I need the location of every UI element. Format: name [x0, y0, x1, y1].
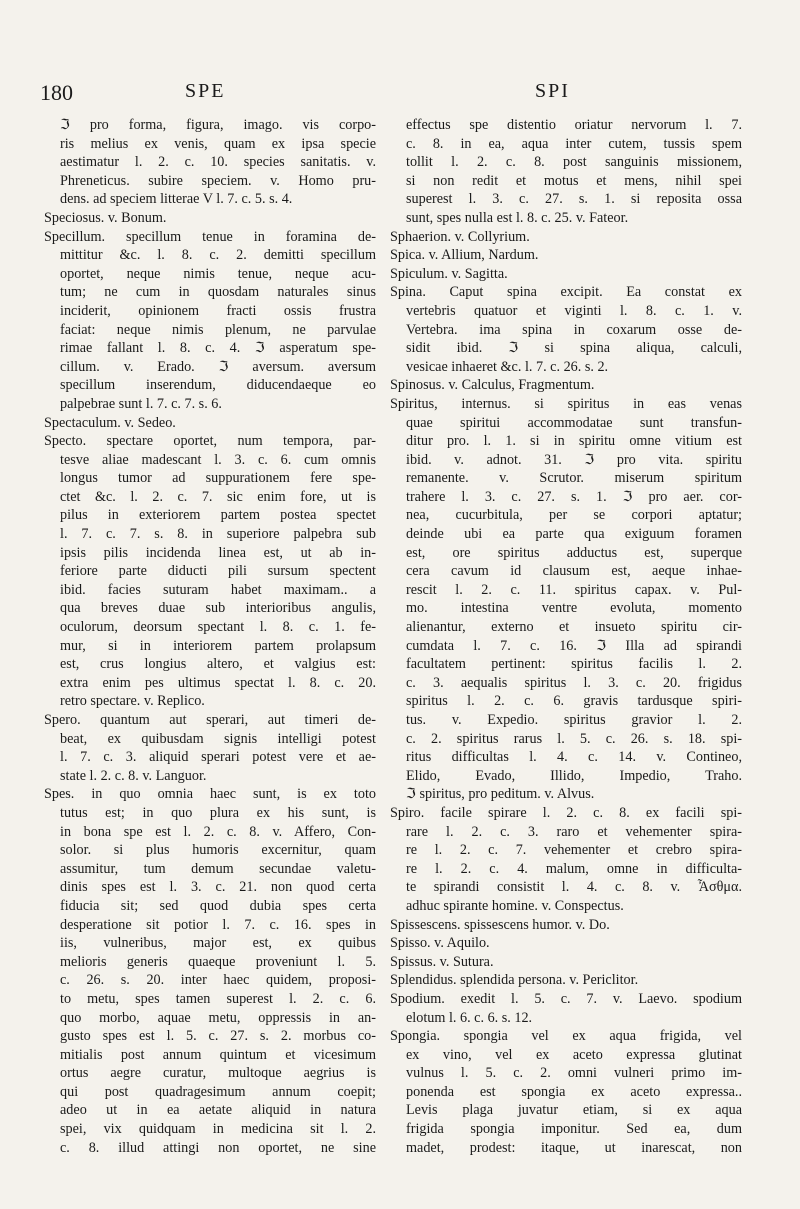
- text-line: desperatione sit potior l. 7. c. 16. spes in: [60, 916, 376, 933]
- running-head-left: SPE: [185, 80, 226, 102]
- text-line: Spero. quantum aut sperari, aut timeri de-: [44, 712, 376, 728]
- text-line: frigida spongia imponitur. Sed ea, dum: [406, 1121, 742, 1138]
- text-line: vesicae inhaeret &c. l. 7. c. 26. s. 2.: [406, 358, 609, 375]
- text-line: retro spectare. v. Replico.: [60, 693, 205, 710]
- text-line: l. 7. c. 7. s. 8. in superiore palpebra sub: [60, 526, 376, 543]
- text-line: faciat: neque nimis plenum, ne parvulae: [60, 321, 376, 338]
- text-line: tollit l. 2. c. 8. post sanguinis missionem,: [406, 154, 742, 171]
- text-line: fiducia sit; sed quod dubia spes certa: [60, 897, 376, 914]
- text-line: madet, prodest: itaque, ut inarescat, non: [406, 1139, 742, 1156]
- text-line: c. 3. aequalis spiritus l. 3. c. 20. frigidus: [406, 674, 742, 691]
- text-line: oculorum, deorsum spectant l. 8. c. 1. fe-: [60, 619, 376, 636]
- text-line: quae spiritui accommodatae sunt transfun-: [406, 414, 742, 431]
- text-line: ipsis pilis incidenda linea est, ut ab in-: [60, 544, 376, 561]
- text-line: ℑ pro forma, figura, imago. vis corpo-: [60, 117, 376, 133]
- text-line: rescit l. 2. c. 11. spiritus capax. v. Pul-: [406, 581, 742, 598]
- text-line: c. 26. s. 20. inter haec quidem, proposi-: [60, 972, 376, 989]
- text-line: ortus aegre curatur, multoque aegrius is: [60, 1065, 376, 1082]
- text-line: gusto spes est l. 5. c. 27. s. 2. morbus co-: [60, 1028, 376, 1045]
- text-line: Spiritus, internus. si spiritus in eas venas: [390, 395, 742, 412]
- text-line: Spina. Caput spina excipit. Ea constat ex: [390, 284, 742, 301]
- text-line: aestimatur l. 2. c. 10. species sanitatis. v.: [60, 154, 376, 171]
- text-line: adeo ut in ea aetate aliquid in natura: [60, 1102, 376, 1119]
- text-line: Speciosus. v. Bonum.: [44, 209, 167, 226]
- text-line: Splendidus. splendida persona. v. Periclitor.: [390, 972, 639, 989]
- text-line: deinde ubi ea parte qua exiguum foramen: [406, 526, 742, 543]
- text-line: spei, vix quidquam in medicina sit l. 2.: [60, 1121, 376, 1138]
- text-line: pilus in exteriorem partem postea spectet: [60, 507, 376, 524]
- text-line: palpebrae sunt l. 7. c. 7. s. 6.: [60, 395, 222, 412]
- text-line: ritus difficultas l. 4. c. 14. v. Contineo,: [406, 749, 742, 766]
- text-line: inciderit, opinionem fracti ossis frustra: [60, 302, 376, 319]
- text-line: Spes. in quo omnia haec sunt, is ex toto: [44, 786, 376, 803]
- text-line: state l. 2. c. 8. v. Languor.: [60, 767, 207, 784]
- text-line: Specto. spectare oportet, num tempora, par-: [44, 433, 376, 450]
- text-line: c. 2. spiritus rarus l. 5. c. 26. s. 18. spi-: [406, 730, 742, 747]
- text-line: Spodium. exedit l. 5. c. 7. v. Laevo. spodium: [390, 990, 742, 1007]
- text-line: ditur pro. l. 1. si in spiritu omne vitium est: [406, 433, 742, 450]
- text-line: est, ore spiritus adductus est, superque: [406, 544, 742, 561]
- text-line: to metu, spes tamen superest l. 2. c. 6.: [60, 990, 376, 1007]
- text-line: assumitur, tum demum secundae valetu-: [60, 860, 376, 877]
- text-line: dinis spes est l. 3. c. 21. non quod certa: [60, 879, 376, 896]
- text-line: sidit ibid. ℑ si spina aliqua, calculi,: [406, 340, 742, 357]
- text-line: Spissescens. spissescens humor. v. Do.: [390, 916, 610, 933]
- text-line: te spirandi consistit l. 4. c. 8. v. Ἆσθμα.: [406, 879, 742, 896]
- text-line: ctet &c. l. 2. c. 7. sic enim fore, ut is: [60, 488, 376, 505]
- text-line: Elido, Evado, Illido, Impedio, Traho.: [406, 767, 742, 784]
- text-line: trahere l. 3. c. 27. s. 1. ℑ pro aer. cor-: [406, 488, 742, 505]
- text-line: superest l. 3. c. 27. s. 1. si reposita ossa: [406, 191, 742, 208]
- text-line: ponenda est spongia ex aceto expressa..: [406, 1083, 742, 1100]
- text-line: extra enim pes ultimus spectat l. 8. c. 20.: [60, 674, 376, 691]
- text-line: si non redit et motus et mens, nihil spei: [406, 172, 742, 189]
- text-line: Spissus. v. Sutura.: [390, 953, 494, 970]
- text-line: adhuc spirante homine. v. Conspectus.: [406, 897, 624, 914]
- text-line: re l. 2. c. 7. vehementer et crebro spira-: [406, 842, 742, 859]
- page-number: 180: [40, 80, 73, 105]
- text-line: qui post quadragesimum annum coepit;: [60, 1083, 376, 1100]
- text-line: beat, ex quibusdam signis intelligi potest: [60, 730, 376, 747]
- text-line: tesve aliae madescant l. 3. c. 6. cum omnis: [60, 451, 376, 468]
- text-line: solor. si plus humoris excernitur, quam: [60, 842, 376, 859]
- text-line: in bona spe est l. 2. c. 8. v. Affero, Con-: [60, 823, 376, 840]
- text-line: dens. ad speciem litterae V l. 7. c. 5. s. 4.: [60, 191, 293, 208]
- text-line: Specillum. specillum tenue in foramina de-: [44, 228, 376, 245]
- text-line: melioris generis quaeque proveniunt l. 5.: [60, 953, 376, 970]
- text-line: tutus est; in quo plura ex his sunt, is: [60, 804, 376, 821]
- text-line: spiritus l. 2. c. 6. gravis tardusque spiri-: [406, 693, 742, 710]
- page-header: [0, 80, 800, 110]
- text-line: rare l. 2. c. 3. raro et vehementer spira-: [406, 823, 742, 840]
- text-line: Levis plaga juvatur etiam, si ex aqua: [406, 1102, 742, 1119]
- text-line: Spongia. spongia vel ex aqua frigida, vel: [390, 1028, 742, 1045]
- text-line: oportet, neque nimis tenue, neque acu-: [60, 265, 376, 282]
- text-line: specillum inserendum, diducendaeque eo: [60, 377, 376, 394]
- text-line: tum; ne cum in quosdam naturales sinus: [60, 284, 376, 301]
- right-column: [390, 116, 742, 1157]
- text-line: mo. intestina ventre evoluta, momento: [406, 600, 742, 617]
- text-line: nea, cucurbitula, per se corpori aptatur;: [406, 507, 742, 524]
- text-line: est, crus longius altero, et valgius est:: [60, 656, 376, 673]
- text-line: Spiro. facile spirare l. 2. c. 8. ex facili spi-: [390, 804, 742, 821]
- text-line: vertebris quatuor et viginti l. 8. c. 1. v.: [406, 302, 742, 319]
- text-line: c. 8. in ea, aqua inter cutem, tussis spem: [406, 135, 742, 152]
- text-line: cumdata l. 7. c. 16. ℑ Illa ad spirandi: [406, 637, 742, 654]
- text-line: rimae fallant l. 8. c. 4. ℑ asperatum spe-: [60, 340, 376, 357]
- text-line: vulnus l. 5. c. 2. omni vulneri primo im-: [406, 1065, 742, 1082]
- text-line: Spectaculum. v. Sedeo.: [44, 414, 176, 431]
- text-line: mitialis post annum quintum et vicesimum: [60, 1046, 376, 1063]
- text-line: iis, vulneribus, major est, ex quibus: [60, 935, 376, 952]
- text-line: quo morbo, aquae metu, oppressis in an-: [60, 1009, 376, 1026]
- text-line: re l. 2. c. 4. malum, omne in difficulta-: [406, 860, 742, 877]
- running-head-right: SPI: [535, 80, 570, 102]
- text-line: ris melius ex venis, quam ex ipsa specie: [60, 135, 376, 152]
- text-line: l. 7. c. 3. aliquid sperari potest vere et ae-: [60, 749, 376, 766]
- text-line: elotum l. 6. c. 6. s. 12.: [406, 1009, 533, 1026]
- text-line: Sphaerion. v. Collyrium.: [390, 228, 530, 245]
- text-line: feriore parte diducti pili sursum spectent: [60, 563, 376, 580]
- left-column: [44, 116, 376, 1157]
- text-line: Vertebra. ima spina in coxarum osse de-: [406, 321, 742, 338]
- text-line: c. 8. illud attingi non oportet, ne sine: [60, 1139, 376, 1156]
- text-line: ex vino, vel ex aceto expressa glutinat: [406, 1046, 742, 1063]
- text-line: mittitur &c. l. 8. c. 2. demitti specillum: [60, 247, 376, 264]
- text-line: remanente. v. Scrutor. miserum spiritum: [406, 470, 742, 487]
- text-line: mur, si in interiorem partem prolapsum: [60, 637, 376, 654]
- text-line: Spinosus. v. Calculus, Fragmentum.: [390, 377, 595, 394]
- text-line: qua breves duae sub interioribus angulis,: [60, 600, 376, 617]
- text-line: Spisso. v. Aquilo.: [390, 935, 490, 952]
- text-line: Spica. v. Allium, Nardum.: [390, 247, 539, 264]
- text-line: cera cavum id clausum est, aeque inhae-: [406, 563, 742, 580]
- text-line: facultatem pertinent: spiritus facilis l. 2.: [406, 656, 742, 673]
- text-line: ibid. v. adnot. 31. ℑ pro vita. spiritu: [406, 451, 742, 468]
- text-line: sunt, spes nulla est l. 8. c. 25. v. Fateor.: [406, 209, 629, 226]
- text-line: effectus spe distentio oriatur nervorum l. 7.: [406, 117, 742, 133]
- text-line: tus. v. Expedio. spiritus gravior l. 2.: [406, 712, 742, 728]
- text-line: ibid. facies suturam habet maximam.. a: [60, 581, 376, 598]
- text-line: cillum. v. Erado. ℑ aversum. aversum: [60, 358, 376, 375]
- text-line: longus tumor ad suppurationem fere spe-: [60, 470, 376, 487]
- text-line: Spiculum. v. Sagitta.: [390, 265, 508, 282]
- text-line: ℑ spiritus, pro peditum. v. Alvus.: [406, 786, 595, 803]
- text-line: alienantur, externo et insueto spiritu cir-: [406, 619, 742, 636]
- text-line: Phreneticus. subire speciem. v. Homo pru-: [60, 172, 376, 189]
